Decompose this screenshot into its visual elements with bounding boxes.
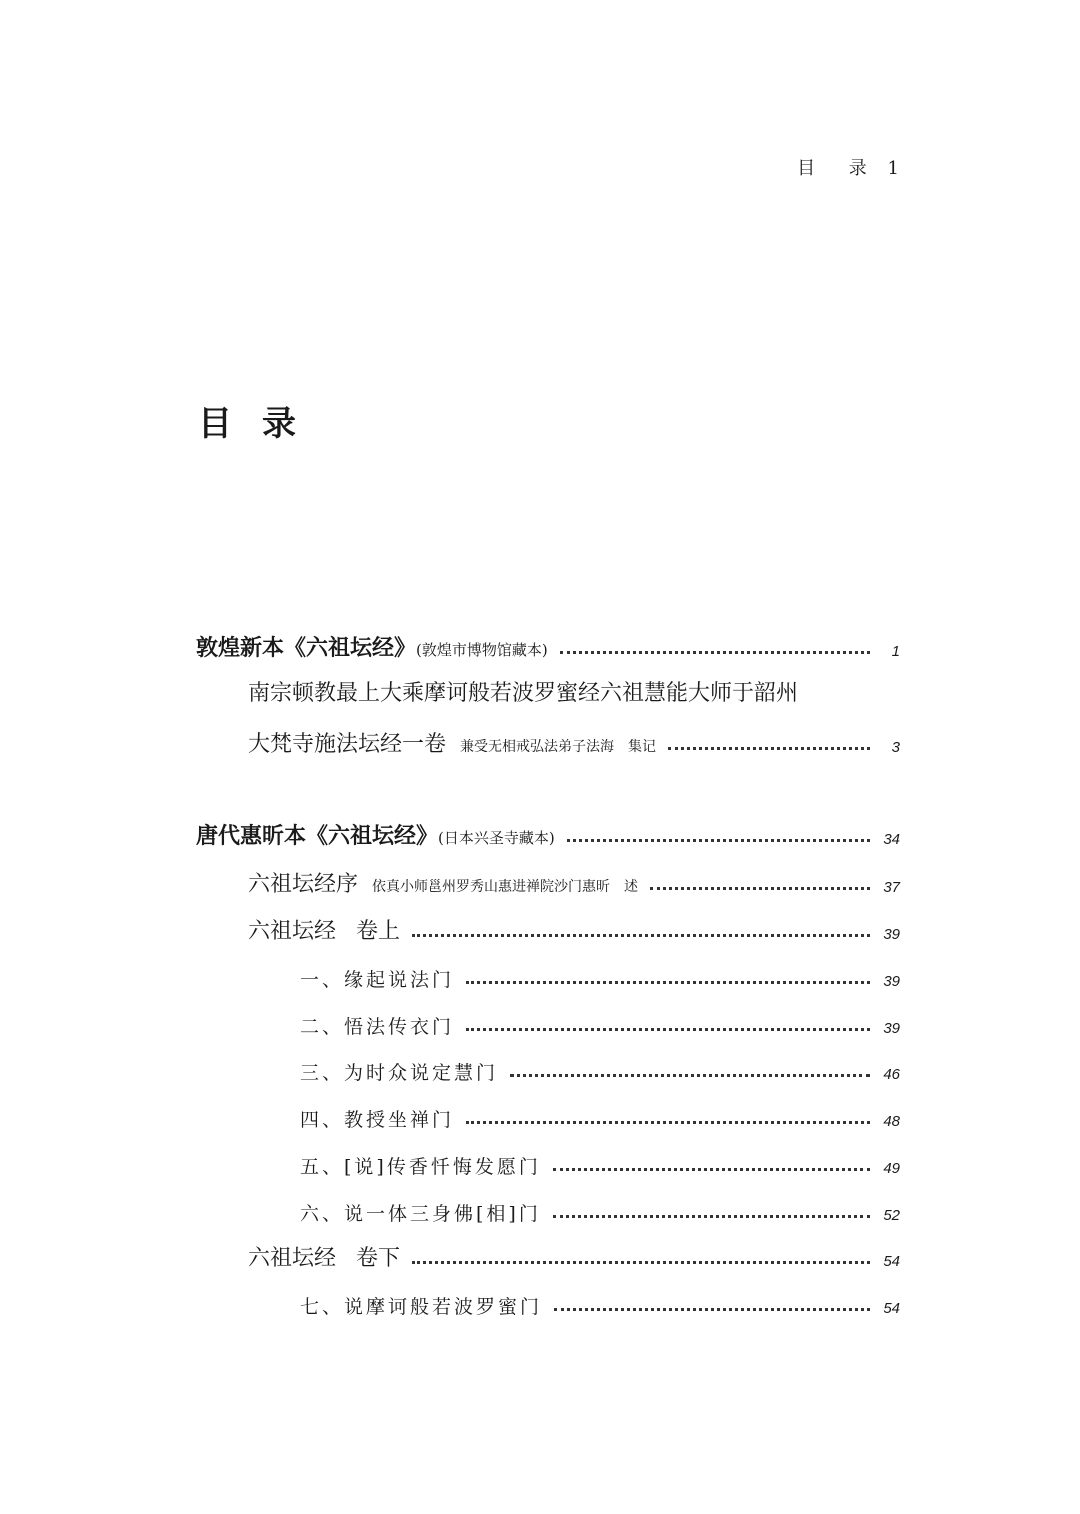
running-head-label: 目 录 (797, 158, 881, 179)
toc-entry-volume: 卷上 (356, 919, 401, 944)
toc-entry-volume: 卷下 (356, 1246, 401, 1271)
running-head (760, 154, 900, 180)
toc-chapter-2[interactable] (300, 1005, 900, 1039)
toc-entry-title-line-2: 大梵寺施法坛经一卷 (248, 732, 447, 757)
toc-page-number: 1 (891, 643, 900, 660)
dot-leader (668, 747, 870, 750)
toc-section-huixin[interactable] (196, 816, 900, 850)
dot-leader (650, 887, 870, 890)
toc-entry-title-line-1: 南宗顿教最上大乘摩诃般若波罗蜜经六祖慧能大师于韶州 (248, 681, 799, 706)
page-title-char-2: 录 (262, 404, 300, 444)
toc-entry-author: 依真小师邕州罗秀山惠进禅院沙门惠昕 述 (372, 879, 639, 895)
toc-section-title: 敦煌新本《六祖坛经》 (196, 636, 417, 661)
dot-leader (554, 1308, 870, 1311)
toc-chapter-title: 三、为时众说定慧门 (300, 1062, 499, 1084)
toc-chapter-title: 二、悟法传衣门 (300, 1016, 455, 1038)
toc-page-number: 52 (883, 1207, 900, 1224)
toc-chapter-title: 七、说摩诃般若波罗蜜门 (300, 1296, 543, 1318)
dot-leader (567, 839, 870, 842)
dot-leader (412, 934, 870, 937)
dot-leader (553, 1168, 870, 1171)
toc-page-number: 3 (891, 739, 900, 756)
toc-page-number: 39 (883, 926, 900, 943)
toc-entry-author: 兼受无相戒弘法弟子法海 集记 (460, 739, 657, 755)
running-head-page: 1 (887, 158, 900, 179)
dot-leader (560, 651, 870, 654)
dot-leader (412, 1261, 870, 1264)
toc-section-subtitle: (日本兴圣寺藏本) (438, 829, 555, 847)
toc-chapter-title: 四、教授坐禅门 (300, 1109, 455, 1131)
dot-leader (466, 1028, 870, 1031)
page-title (198, 396, 300, 445)
dot-leader (466, 981, 870, 984)
dot-leader (510, 1074, 870, 1077)
toc-page-number: 48 (883, 1113, 900, 1130)
toc-section-subtitle: (敦煌市博物馆藏本) (416, 641, 548, 659)
dot-leader (466, 1121, 870, 1124)
toc-page-number: 37 (883, 879, 900, 896)
toc-page-number: 39 (883, 973, 900, 990)
toc-page-number: 39 (883, 1020, 900, 1037)
toc-entry-title: 六祖坛经 (248, 1246, 337, 1271)
toc-page-number: 54 (883, 1253, 900, 1270)
toc-entry-title: 六祖坛经 (248, 919, 337, 944)
page-title-char-1: 目 (198, 404, 236, 444)
toc-entry-line-1[interactable] (248, 676, 798, 712)
dot-leader (553, 1215, 870, 1218)
toc-entry-volume-2[interactable] (248, 1238, 900, 1272)
toc-chapter-title: 六、说一体三身佛[相]门 (300, 1203, 541, 1225)
toc-chapter-7[interactable] (300, 1285, 900, 1319)
toc-entry-title: 六祖坛经序 (248, 872, 359, 897)
toc-page-number: 34 (883, 831, 900, 848)
toc-page-number: 46 (883, 1066, 900, 1083)
toc-chapter-6[interactable] (300, 1192, 900, 1226)
toc-chapter-title: 一、缘起说法门 (300, 969, 455, 991)
toc-section-dunhuang[interactable] (196, 628, 900, 662)
toc-page-number: 49 (883, 1160, 900, 1177)
toc-chapter-5[interactable] (300, 1145, 900, 1179)
toc-section-title: 唐代惠昕本《六祖坛经》 (196, 824, 439, 849)
toc-chapter-4[interactable] (300, 1098, 900, 1132)
toc-chapter-title: 五、[说]传香忏悔发愿门 (300, 1156, 541, 1178)
toc-entry-volume-1[interactable] (248, 911, 900, 945)
toc-chapter-3[interactable] (300, 1051, 900, 1085)
toc-page-number: 54 (883, 1300, 900, 1317)
toc-chapter-1[interactable] (300, 958, 900, 992)
toc-entry-line-2[interactable] (248, 724, 900, 758)
toc-entry-preface[interactable] (248, 864, 900, 898)
